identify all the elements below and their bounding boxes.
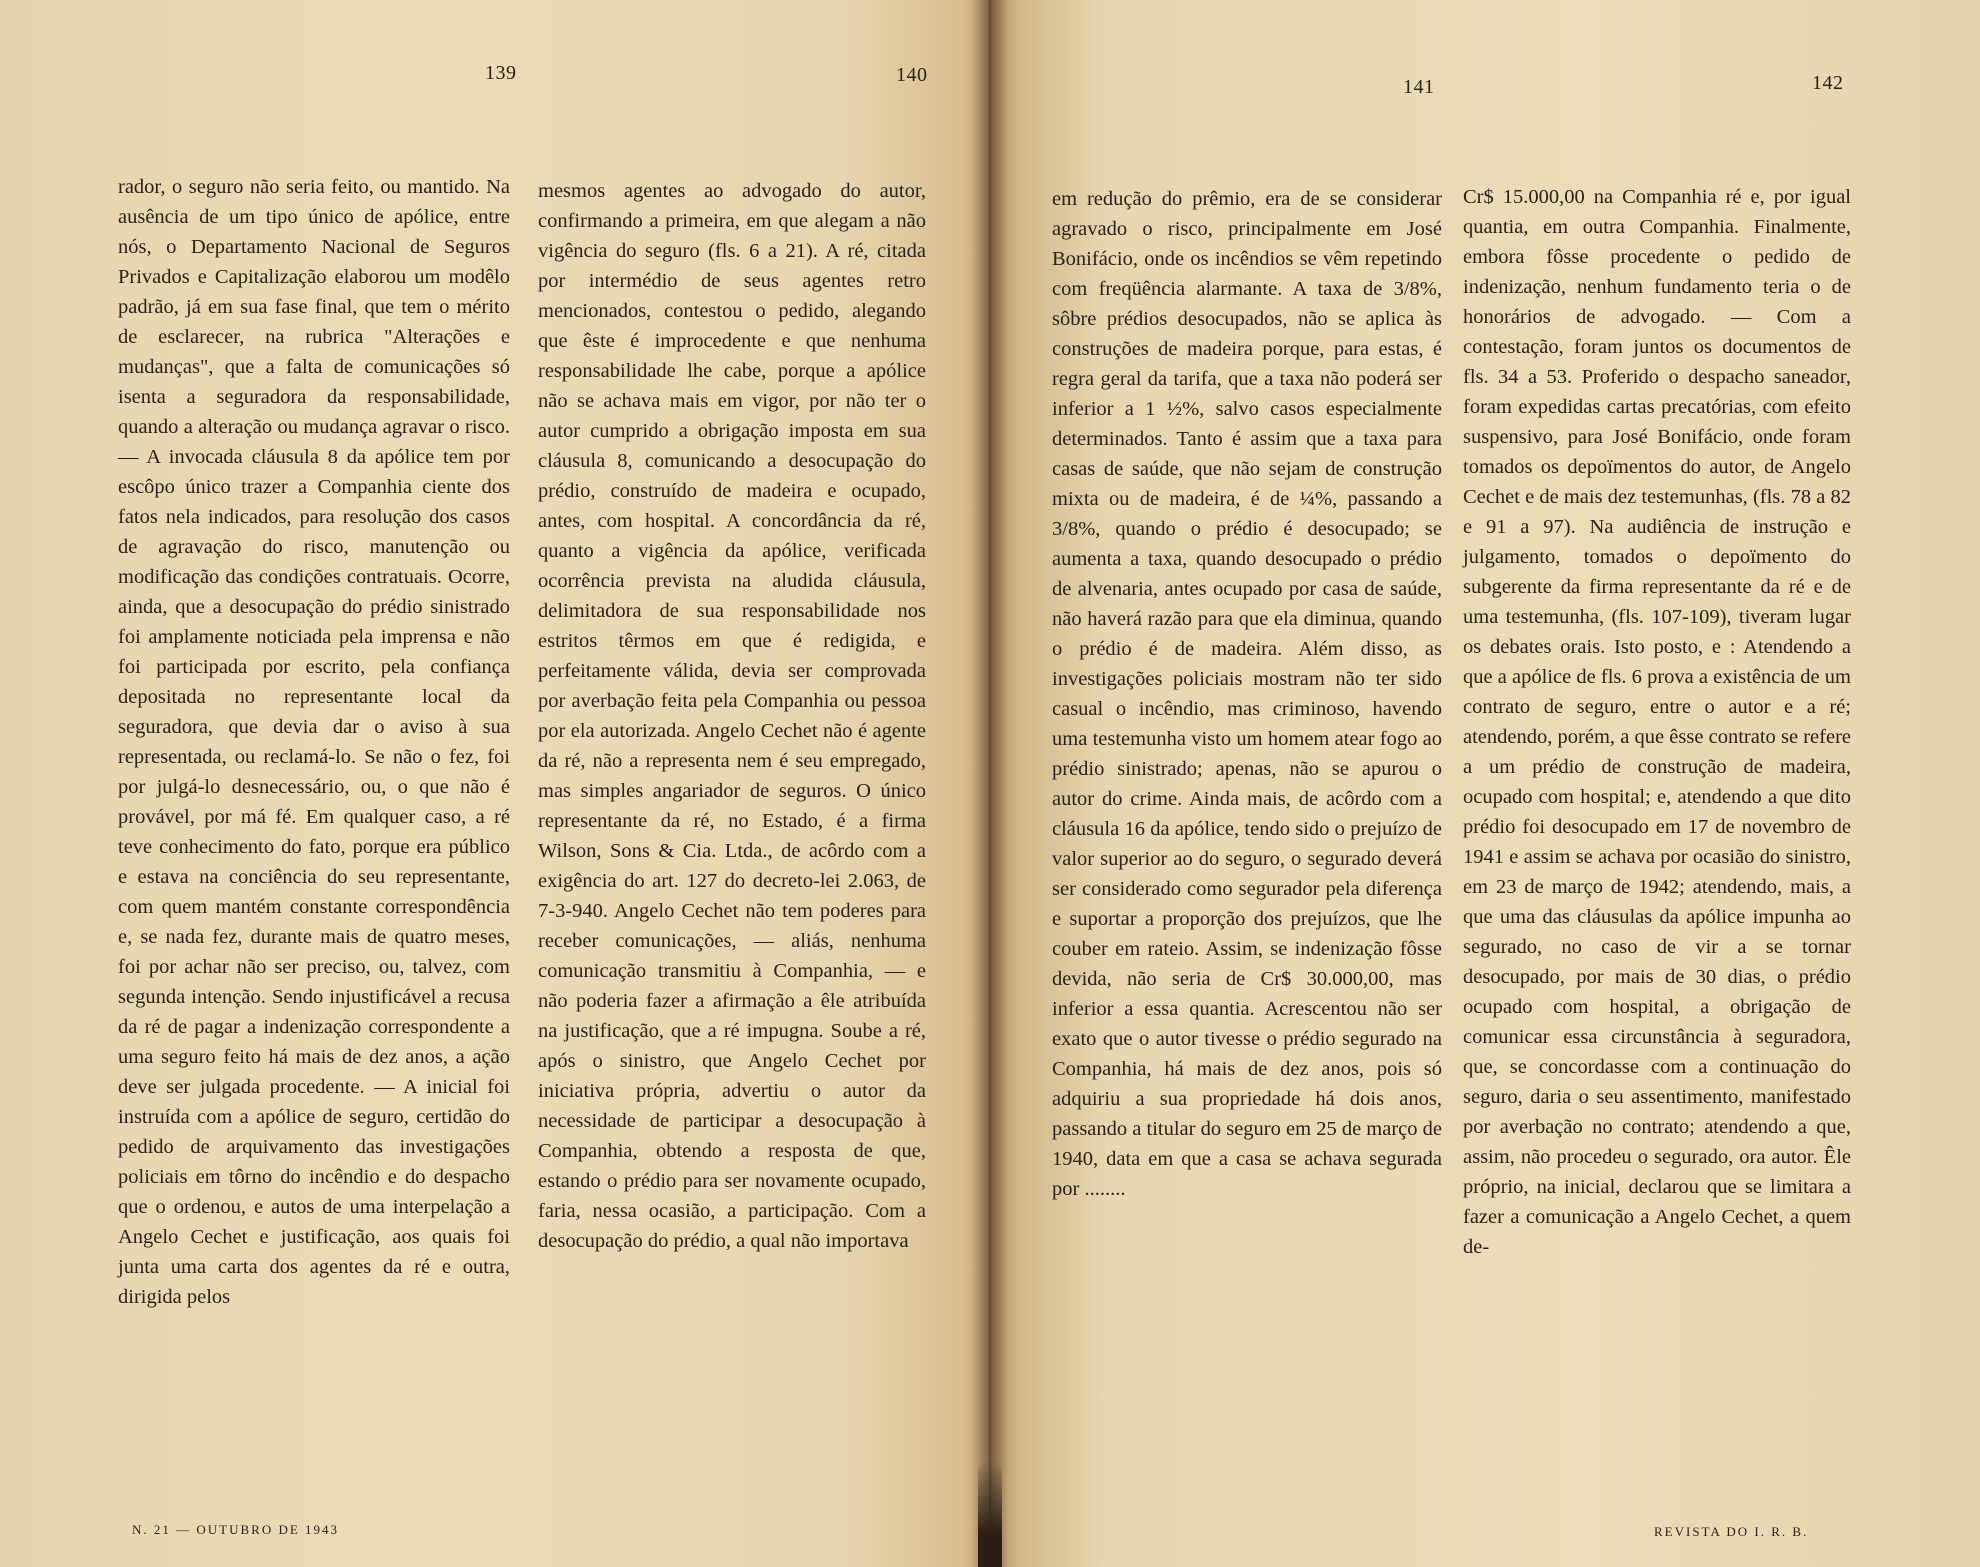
- right-page: [990, 0, 1980, 1567]
- footer-journal-name: REVISTA DO I. R. B.: [1654, 1524, 1809, 1539]
- column-page-139: rador, o seguro não seria feito, ou mantido. Na ausência de um tipo único de apólice, entre nós, o Departamento Nacional de Seguros Privados e Capitalização elaborou um modêlo padrão, já em sua fase final, que tem o mérito de esclarecer, na rubrica "Alterações e mudanças", que a falta de comunicações só isenta a seguradora da responsabilidade, quando a alteração ou mudança agravar o risco. — A invocada cláusula 8 da apólice tem por escôpo único trazer a Companhia ciente dos fatos nela indicados, para resolução dos casos de agravação do risco, manutenção ou modificação das condições contratuais. Ocorre, ainda, que a desocupação do prédio sinistrado foi amplamente noticiada pela imprensa e não foi participada por escrito, pela confiança depositada no representante local da seguradora, que devia dar o aviso à sua representada, ou reclamá-lo. Se não o fez, foi por julgá-lo desnecessário, ou, o que não é provável, por má fé. Em qualquer caso, a ré teve conhecimento do fato, porque era público e estava na conciência do seu representante, com quem mantém constante correspondência e, se nada fez, durante mais de quatro meses, foi por achar não ser preciso, ou, talvez, com segunda intenção. Sendo injustificável a recusa da ré de pagar a indenização correspondente a uma seguro feito há mais de dez anos, a ação deve ser julgada procedente. — A inicial foi instruída com a apólice de seguro, certidão do pedido de arquivamento das investigações policiais em tôrno do incêndio e do despacho que o ordenou, e autos de uma interpelação a Angelo Cechet e justificação, aos quais foi junta uma carta dos agentes da ré e outra, dirigida pelos: [118, 176, 510, 1308]
- footer-issue-date: N. 21 — OUTUBRO DE 1943: [132, 1522, 340, 1537]
- column-page-140: mesmos agentes ao advogado do autor, confirmando a primeira, em que alegam a não vigência do seguro (fls. 6 a 21). A ré, citada por intermédio de seus agentes retro mencionados, contestou o pedido, alegando que êste é improcedente e que nenhuma responsabilidade lhe cabe, porque a apólice não se achava mais em vigor, por não ter o autor cumprido a obrigação imposta em sua cláusula 8, comunicando a desocupação do prédio, construído de madeira e ocupado, antes, com hospital. A concordância da ré, quanto a vigência da apólice, verificada ocorrência prevista na aludida cláusula, delimitadora de sua responsabilidade nos estritos têrmos em que é redigida, e perfeitamente válida, devia ser comprovada por averbação feita pela Companhia ou pessoa por ela autorizada. Angelo Cechet não é agente da ré, não a representa nem é seu empregado, mas simples angariador de seguros. O único representante da ré, no Estado, é a firma Wilson, Sons & Cia. Ltda., de acôrdo com a exigência do art. 127 do decreto-lei 2.063, de 7-3-940. Angelo Cechet não tem poderes para receber comunicações, — aliás, nenhuma comunicação transmitiu à Companhia, — e não poderia fazer a afirmação a êle atribuída na justificação, que a ré impugna. Soube a ré, após o sinistro, que Angelo Cechet por iniciativa própria, advertiu o autor da necessidade de participar a desocupação à Companhia, obtendo a resposta de que, estando o prédio para ser novamente ocupado, faria, nessa ocasião, a participação. Com a desocupação do prédio, a qual não importava: [538, 180, 926, 1252]
- book-spine-shadow: [978, 1460, 1002, 1567]
- page-number-139: 139: [485, 62, 517, 84]
- page-number-140: 140: [896, 64, 928, 86]
- page-number-141: 141: [1403, 76, 1435, 98]
- book-gutter: [972, 0, 1008, 1567]
- column-page-141: em redução do prêmio, era de se considerar agravado o risco, principalmente em José Bonifácio, onde os incêndios se vêm repetindo com freqüência alarmante. A taxa de 3/8%, sôbre prédios desocupados, não se aplica às construções de madeira porque, para estas, é regra geral da tarifa, que a taxa não poderá ser inferior a 1 ½%, salvo casos especialmente determinados. Tanto é assim que a taxa para casas de saúde, que não sejam de construção mixta ou de madeira, é de ¼%, passando a 3/8%, quando o prédio é desocupado; se aumenta a taxa, quando desocupado o prédio de alvenaria, antes ocupado por casa de saúde, não haverá razão para que ela diminua, quando o prédio é de madeira. Além disso, as investigações policiais mostram não ter sido casual o incêndio, mas criminoso, havendo uma testemunha visto um homem atear fogo ao prédio sinistrado; apenas, não se apurou o autor do crime. Ainda mais, de acôrdo com a cláusula 16 da apólice, tendo sido o prejuízo de valor superior ao do seguro, o segurado deverá ser considerado como segurador pela diferença e suportar a proporção dos prejuízos, que lhe couber em rateio. Assim, se indenização fôsse devida, não seria de Cr$ 30.000,00, mas inferior a essa quantia. Acrescentou não ser exato que o autor tivesse o prédio segurado na Companhia, há mais de dez anos, pois só adquiriu a sua propriedade há dois anos, passando a titular do seguro em 25 de março de 1940, data em que a casa se achava segurada por ........: [1052, 188, 1442, 1200]
- page-number-142: 142: [1812, 72, 1844, 94]
- column-page-142: Cr$ 15.000,00 na Companhia ré e, por igual quantia, em outra Companhia. Finalmente, embora fôsse procedente o pedido de indenização, nenhum fundamento teria o de honorários de advogado. — Com a contestação, foram juntos os documentos de fls. 34 a 53. Proferido o despacho saneador, foram expedidas cartas precatórias, com efeito suspensivo, para José Bonifácio, onde foram tomados os depoïmentos do autor, de Angelo Cechet e de mais dez testemunhas, (fls. 78 a 82 e 91 a 97). Na audiência de instrução e julgamento, tomados o depoïmento do subgerente da firma representante da ré e de uma testemunha, (fls. 107-109), tiveram lugar os debates orais. Isto posto, e : Atendendo a que a apólice de fls. 6 prova a existência de um contrato de seguro, entre o autor e a ré; atendendo, porém, a que êsse contrato se refere a um prédio de construção de madeira, ocupado com hospital; e, atendendo a que dito prédio foi desocupado em 17 de novembro de 1941 e assim se achava por ocasião do sinistro, em 23 de março de 1942; atendendo, mais, a que uma das cláusulas da apólice impunha ao segurado, no caso de vir a se tornar desocupado, por mais de 30 dias, o prédio ocupado com hospital, a obrigação de comunicar essa circunstância à seguradora, que, se concordasse com a continuação do seguro, daria o seu assentimento, manifestado por averbação no contrato; atendendo a que, assim, não procedeu o segurado, ora autor. Êle próprio, na inicial, declarou que se limitara a fazer a comunicação a Angelo Cechet, a quem de-: [1463, 186, 1851, 1258]
